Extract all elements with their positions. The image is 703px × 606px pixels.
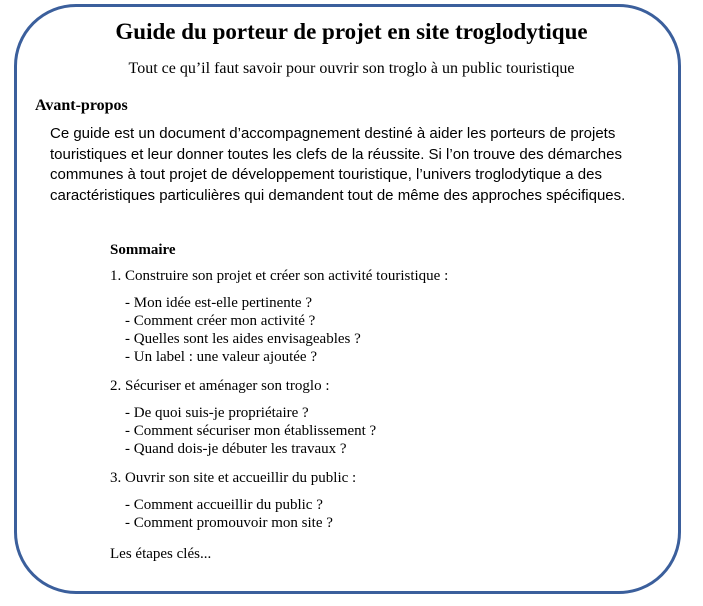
toc-sub-item: - Comment accueillir du public ? [125,497,323,513]
toc-section-3 [110,469,630,532]
toc-sub-item: - Un label : une valeur ajoutée ? [125,349,317,365]
toc-section-title: 1. Construire son projet et créer son activité touristique : [110,268,449,284]
toc-sub-item: - Comment sécuriser mon établissement ? [125,423,377,439]
toc-section-title: 3. Ouvrir son site et accueillir du public : [110,470,357,486]
toc-sub-item: - De quoi suis-je propriétaire ? [125,405,309,421]
document-subtitle: Tout ce qu’il faut savoir pour ouvrir son troglo à un public touristique [128,60,575,77]
toc-heading: Sommaire [110,242,176,258]
toc-section-2 [110,377,630,458]
foreword-text: Ce guide est un document d’accompagnement destiné à aider les porteurs de projets touristiques et leur donner toutes les clefs de la réussite. Si l’on trouve des démarches communes à tout projet de développement touristique, l’univers troglodytique a des caractéristiques particulières qui demandent tout de même des approches spécifiques. [50,125,626,204]
toc-section-title: 2. Sécuriser et aménager son troglo : [110,378,330,394]
toc-section-1 [110,267,630,366]
toc-sub-item: - Comment créer mon activité ? [125,313,316,329]
foreword-heading: Avant-propos [35,97,128,114]
table-of-contents [110,241,630,564]
toc-footer: Les étapes clés... [110,546,212,562]
toc-sub-item: - Comment promouvoir mon site ? [125,515,333,531]
toc-sub-list [125,404,630,458]
document-title: Guide du porteur de projet en site troglodytique [115,19,588,44]
toc-sub-item: - Mon idée est-elle pertinente ? [125,295,313,311]
toc-sub-item: - Quand dois-je débuter les travaux ? [125,441,347,457]
toc-sub-list [125,294,630,366]
toc-sub-list [125,496,630,532]
toc-sub-item: - Quelles sont les aides envisageables ? [125,331,361,347]
